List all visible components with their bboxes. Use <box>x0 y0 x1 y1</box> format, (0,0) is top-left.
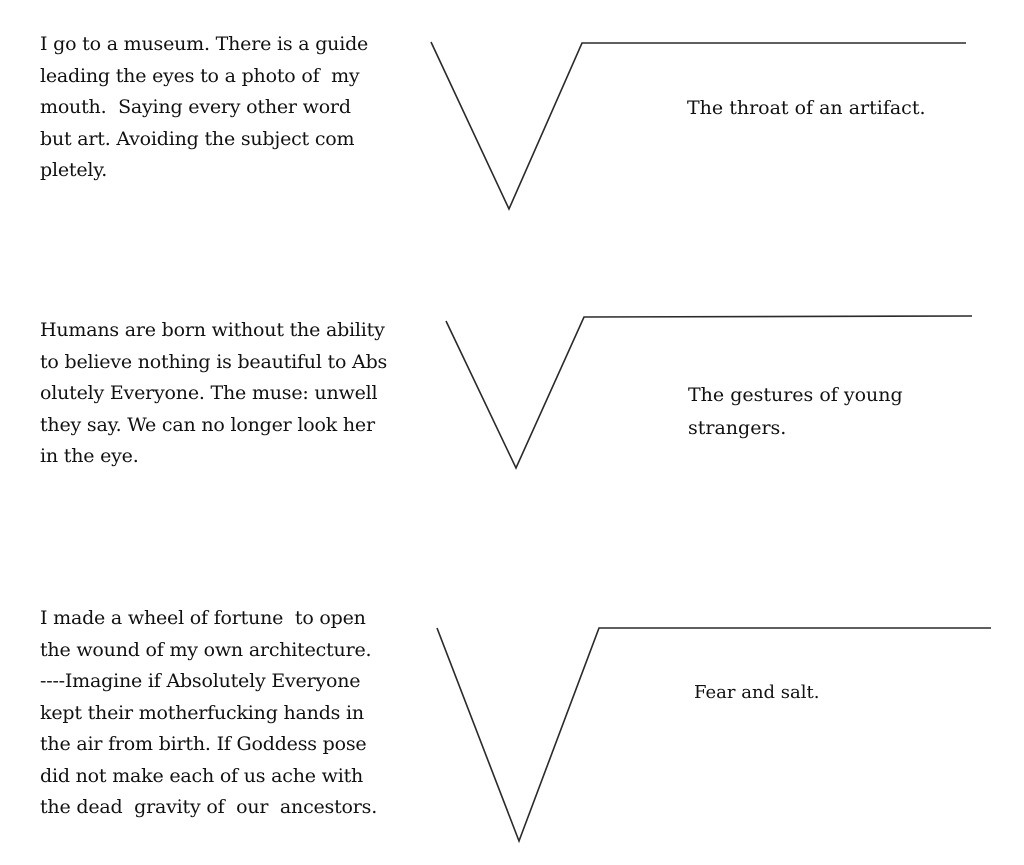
checkmark-line-1 <box>431 42 966 209</box>
stanza-line: pletely. <box>40 159 108 181</box>
stanza-line: they say. We can no longer look her <box>40 413 375 436</box>
stanza-line: leading the eyes to a photo of my <box>40 64 360 87</box>
stanza-3 <box>40 603 377 824</box>
stanza-line: I go to a museum. There is a guide <box>40 33 369 55</box>
stanza-line: Humans are born without the ability <box>40 319 385 341</box>
stanza-2 <box>40 315 387 473</box>
stanza-line: kept their motherfucking hands in <box>40 701 364 724</box>
caption-3 <box>694 676 819 709</box>
checkmark-line-3 <box>437 628 991 841</box>
caption-line: strangers. <box>688 417 787 439</box>
stanza-line: olutely Everyone. The muse: unwell <box>40 382 378 404</box>
stanza-line: the air from birth. If Goddess pose <box>40 733 367 755</box>
stanza-line: the dead gravity of our ancestors. <box>40 796 378 818</box>
stanza-line: I made a wheel of fortune to open <box>40 607 366 629</box>
stanza-line: the wound of my own architecture. <box>40 638 372 661</box>
stanza-line: but art. Avoiding the subject com <box>40 127 355 150</box>
stanza-line: mouth. Saying every other word <box>40 96 351 118</box>
stanza-line: ----Imagine if Absolutely Everyone <box>40 670 361 692</box>
caption-2 <box>688 379 903 445</box>
caption-1 <box>687 92 926 125</box>
caption-line: Fear and salt. <box>694 682 820 703</box>
stanza-line: did not make each of us ache with <box>40 764 364 787</box>
stanza-line: to believe nothing is beautiful to Abs <box>40 350 388 373</box>
stanza-1 <box>40 29 368 187</box>
caption-line: The gestures of young <box>688 384 903 406</box>
caption-line: The throat of an artifact. <box>687 97 926 119</box>
stanza-line: in the eye. <box>40 445 139 467</box>
